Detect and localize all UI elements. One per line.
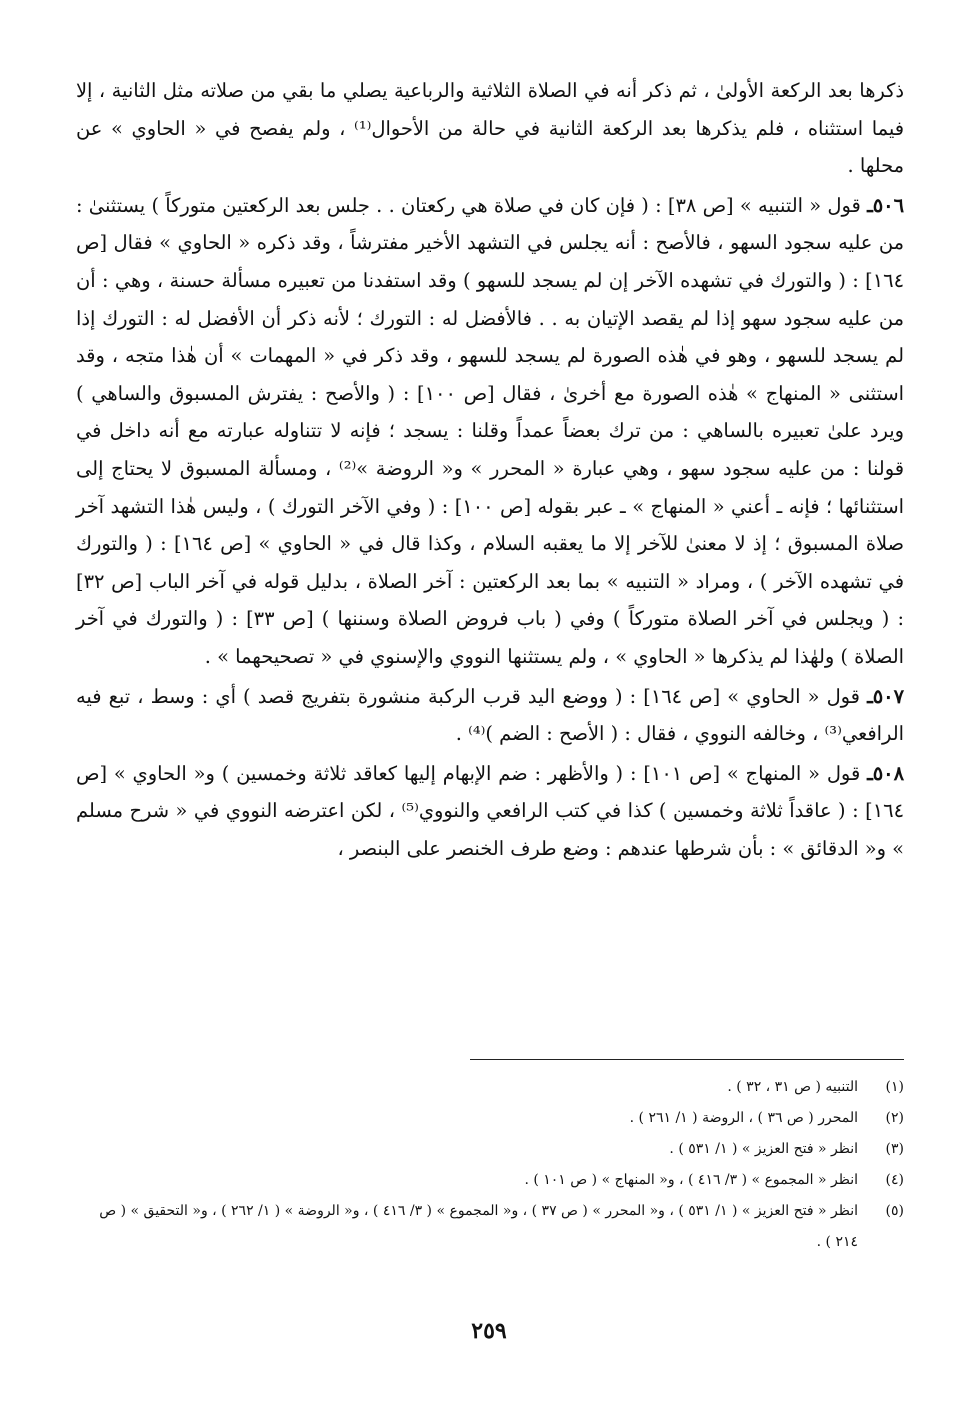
paragraph-text: ذكرها بعد الركعة الأولىٰ ، ثم ذكر أنه في الصلاة الثلاثية والرباعية يصلي ما بقي من صلاته مثل الثانية ، إلا فيما استثناه ، فلم يذكرها بعد الركعة الثانية في حالة من الأحوال⁽¹⁾ ، ولم يفصح في « الحاوي » عن محلها . — [76, 79, 905, 178]
paragraph-number: ٥٠٦ـ — [867, 193, 904, 217]
footnote — [76, 1103, 904, 1134]
footnote-text: انظر « فتح العزيز » ( ١/ ٥٣١ ) . — [669, 1141, 858, 1157]
paragraph-text: قول « المنهاج » [ص ١٠١] : ( والأظهر : ضم الإبهام إليها كعاقد ثلاثة وخمسين ) و« الحاوي » [ص ١٦٤] : ( عاقداً ثلاثة وخمسين ) كذا في كتب الرافعي والنووي⁽⁵⁾ ، لكن اعترضه النووي في « شرح مسلم » و« الدقائق » : بأن شرطها عندهم : وضع طرف الخنصر على البنصر ، — [76, 761, 904, 860]
footnote-number: (٢) — [885, 1110, 904, 1126]
footnote-text: انظر « فتح العزيز » ( ١/ ٥٣١ ) ، و« المحرر » ( ص ٣٧ ) ، و« المجموع » ( ٣/ ٤١٦ ) ، و« الروضة » ( ١/ ٢٦٢ ) ، و« التحقيق » ( ص ٢١٤ ) . — [99, 1203, 858, 1250]
paragraph-508 — [76, 755, 904, 868]
paragraph-number: ٥٠٧ـ — [867, 684, 904, 708]
footnote-number: (١) — [885, 1079, 904, 1095]
body-text — [76, 72, 904, 867]
page-number: ٢٥٩ — [471, 1318, 507, 1344]
footnote-separator — [470, 1059, 904, 1060]
footnote-text: انظر « المجموع » ( ٣/ ٤١٦ ) ، و« المنهاج » ( ص ١٠١ ) . — [524, 1172, 858, 1188]
paragraph-506 — [76, 187, 904, 676]
paragraph-507 — [76, 678, 904, 753]
footnote — [76, 1165, 904, 1196]
footnote-number: (٤) — [885, 1172, 904, 1188]
paragraph-text: قول « التنبيه » [ص ٣٨] : ( فإن كان في صلاة هي ركعتان . . جلس بعد الركعتين متوركاً ) يستثنىٰ : من عليه سجود السهو ، فالأصح : أنه يجلس في التشهد الأخير مفترشاً ، وقد ذكره « الحاوي » فقال [ص ١٦٤] : ( والتورك في تشهده الآخر إن لم يسجد للسهو ) وقد استفدنا من تعبيره مسألة حسنة ، وهي : أن من عليه سجود سهو إذا لم يقصد الإتيان به . . فالأفضل له : التورك ؛ لأنه ذكر أن الأفضل له : التورك إذا لم يسجد للسهو ، وهو في هٰذه الصورة لم يسجد للسهو ، وقد ذكر في « المهمات » أن هٰذا متجه ، وقد استثنى « المنهاج » هٰذه الصورة مع أخرىٰ ، فقال [ص ١٠٠] : ( والأصح : يفترش المسبوق والساهي ) ويرد علىٰ تعبيره بالساهي : من ترك بعضاً عمداً وقلنا : يسجد ؛ فإنه لا تتناوله عبارته مع أنه داخل في قولنا : من عليه سجود سهو ، وهي عبارة « المحرر » و« الروضة »⁽²⁾ ، ومسألة المسبوق لا يحتاج إلى استثنائها ؛ فإنه ـ أعني « المنهاج » ـ عبر بقوله [ص ١٠٠] : ( وفي الآخر التورك ) ، وليس هٰذا التشهد آخر صلاة المسبوق ؛ إذ لا معنىٰ للآخر إلا ما يعقبه السلام ، وكذا قال في « الحاوي » [ص ١٦٤] : ( والتورك في تشهده الآخر ) ، ومراد « التنبيه » بما بعد الركعتين : آخر الصلاة ، بدليل قوله في آخر الباب [ص ٣٢] : ( ويجلس في آخر الصلاة متوركاً ) وفي ( باب فروض الصلاة وسننها ) [ص ٣٣] : ( والتورك في آخر الصلاة ) ولهٰذا لم يذكرها « الحاوي » ، ولم يستثنها النووي والإسنوي في « تصحيحهما » . — [76, 193, 905, 668]
main-text — [76, 72, 904, 867]
footnote-text: التنبيه ( ص ٣١ ، ٣٢ ) . — [727, 1079, 858, 1095]
footnote — [76, 1134, 904, 1165]
paragraph-text: قول « الحاوي » [ص ١٦٤] : ( ووضع اليد قرب الركبة منشورة بتفريج قصد ) أي : وسط ، تبع فيه الرافعي⁽³⁾ ، وخالفه النووي ، فقال : ( الأصح : الضم )⁽⁴⁾ . — [76, 684, 904, 746]
footnote — [76, 1196, 904, 1258]
footnote — [76, 1072, 904, 1103]
footnotes — [76, 1072, 904, 1258]
footnote-text: المحرر ( ص ٣٦ ) ، الروضة ( ١/ ٢٦١ ) . — [629, 1110, 858, 1126]
footnote-number: (٣) — [885, 1141, 904, 1157]
footnote-number: (٥) — [885, 1203, 904, 1219]
paragraph-number: ٥٠٨ـ — [867, 761, 905, 785]
paragraph-continuation — [76, 72, 904, 185]
